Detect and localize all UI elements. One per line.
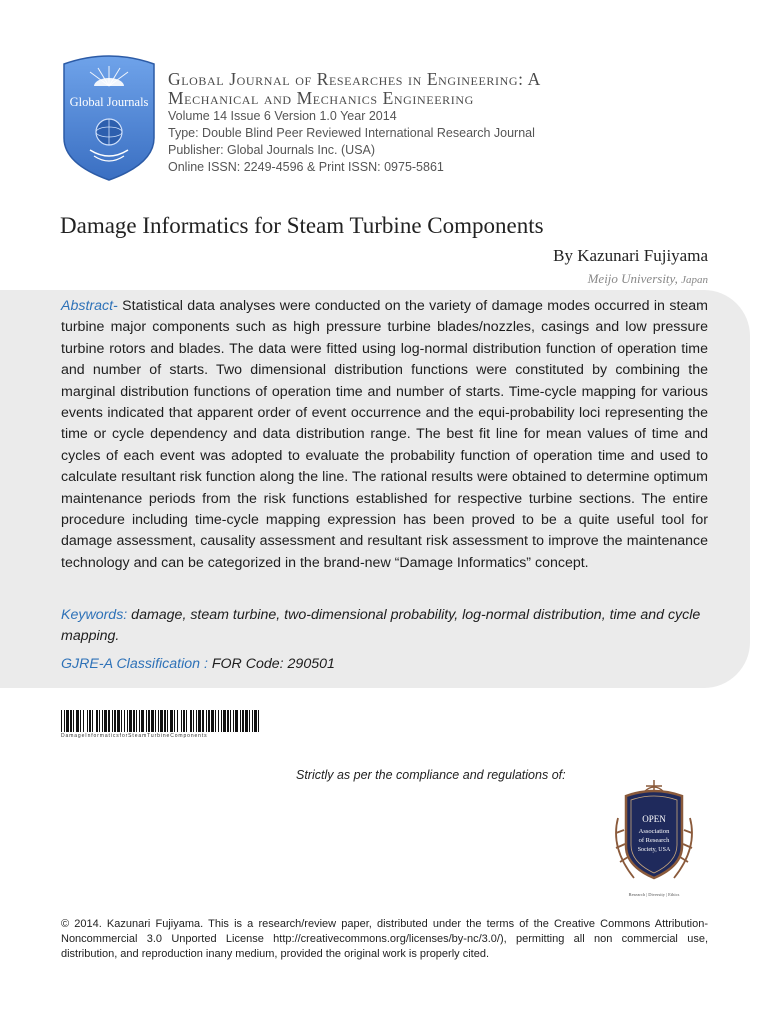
journal-type: Type: Double Blind Peer Reviewed International Research Journal	[168, 126, 535, 140]
classification-label: GJRE-A Classification :	[61, 656, 208, 672]
author-byline: By Kazunari Fujiyama	[553, 246, 708, 265]
journal-title-line2: Mechanical and Mechanics Engineering	[168, 88, 474, 108]
classification	[61, 656, 711, 672]
keywords	[61, 605, 711, 648]
svg-text:Global Journals: Global Journals	[69, 95, 149, 109]
journal-header	[168, 70, 728, 176]
compliance-statement: Strictly as per the compliance and regulations of:	[296, 768, 566, 782]
journal-title-line1: Global Journal of Researches in Engineering: A	[168, 69, 541, 89]
barcode-text: DamageInformaticsforSteamTurbineComponents	[61, 733, 208, 739]
abstract	[61, 296, 708, 574]
classification-code: FOR Code: 290501	[207, 656, 335, 672]
paper-title: Damage Informatics for Steam Turbine Components	[60, 213, 544, 238]
svg-text:Society, USA: Society, USA	[637, 847, 671, 853]
open-association-seal	[604, 778, 704, 900]
svg-text:OPEN: OPEN	[642, 814, 666, 824]
keywords-label: Keywords:	[61, 607, 128, 623]
author-affiliation	[588, 271, 708, 287]
keywords-text: damage, steam turbine, two-dimensional probability, log-normal distribution, time and cycle mapping.	[61, 607, 701, 645]
journal-meta	[168, 108, 728, 176]
affiliation-country: Japan	[681, 274, 708, 286]
svg-text:of Research: of Research	[638, 837, 670, 844]
journal-publisher: Publisher: Global Journals Inc. (USA)	[168, 143, 376, 157]
journal-issn: Online ISSN: 2249-4596 & Print ISSN: 0975-5861	[168, 160, 444, 174]
affiliation-university: Meijo University,	[587, 271, 678, 286]
svg-text:Research | Diversity | Ethics: Research | Diversity | Ethics	[628, 892, 680, 897]
abstract-body: Statistical data analyses were conducted on the variety of damage modes occurred in steam turbine major components such as high pressure turbine blades/nozzles, casings and low pressure turbine rotors and blades. The data were fitted using log-normal distribution function of operation time and number of starts. Two dimensional distribution functions were constituted by combining the marginal distribution functions of operation time and number of starts. Time-cycle mapping for various events indicated that apparent order of event occurrence and the equi-probability loci representing the time or cycle dependency and data distribution range. The best fit line for mean values of time and cycles of each event was adopted to evaluate the probability function of operation time and used to calculate resultant risk function along the line. The rational results were obtained to determine optimum maintenance periods from the risk functions established for respective turbine sections. The entire procedure including time-cycle mapping expression has been proved to be a quite useful tool for damage assessment, causality assessment and resultant risk assessment to improve the maintenance technology and can be categorized in the brand-new “Damage Informatics” concept.	[61, 298, 708, 571]
svg-text:Association: Association	[638, 828, 670, 835]
global-journals-logo	[60, 50, 158, 182]
copyright-footer: © 2014. Kazunari Fujiyama. This is a research/review paper, distributed under the terms of the Creative Commons Attribution-Noncommercial 3.0 Unported License http://creativecommons.org/licenses/by-nc/3.0/), permitting all non commercial use, distribution, and reproduction inany medium, provided the original work is properly cited.	[61, 918, 708, 960]
abstract-label: Abstract-	[61, 298, 118, 314]
journal-volume: Volume 14 Issue 6 Version 1.0 Year 2014	[168, 109, 397, 123]
